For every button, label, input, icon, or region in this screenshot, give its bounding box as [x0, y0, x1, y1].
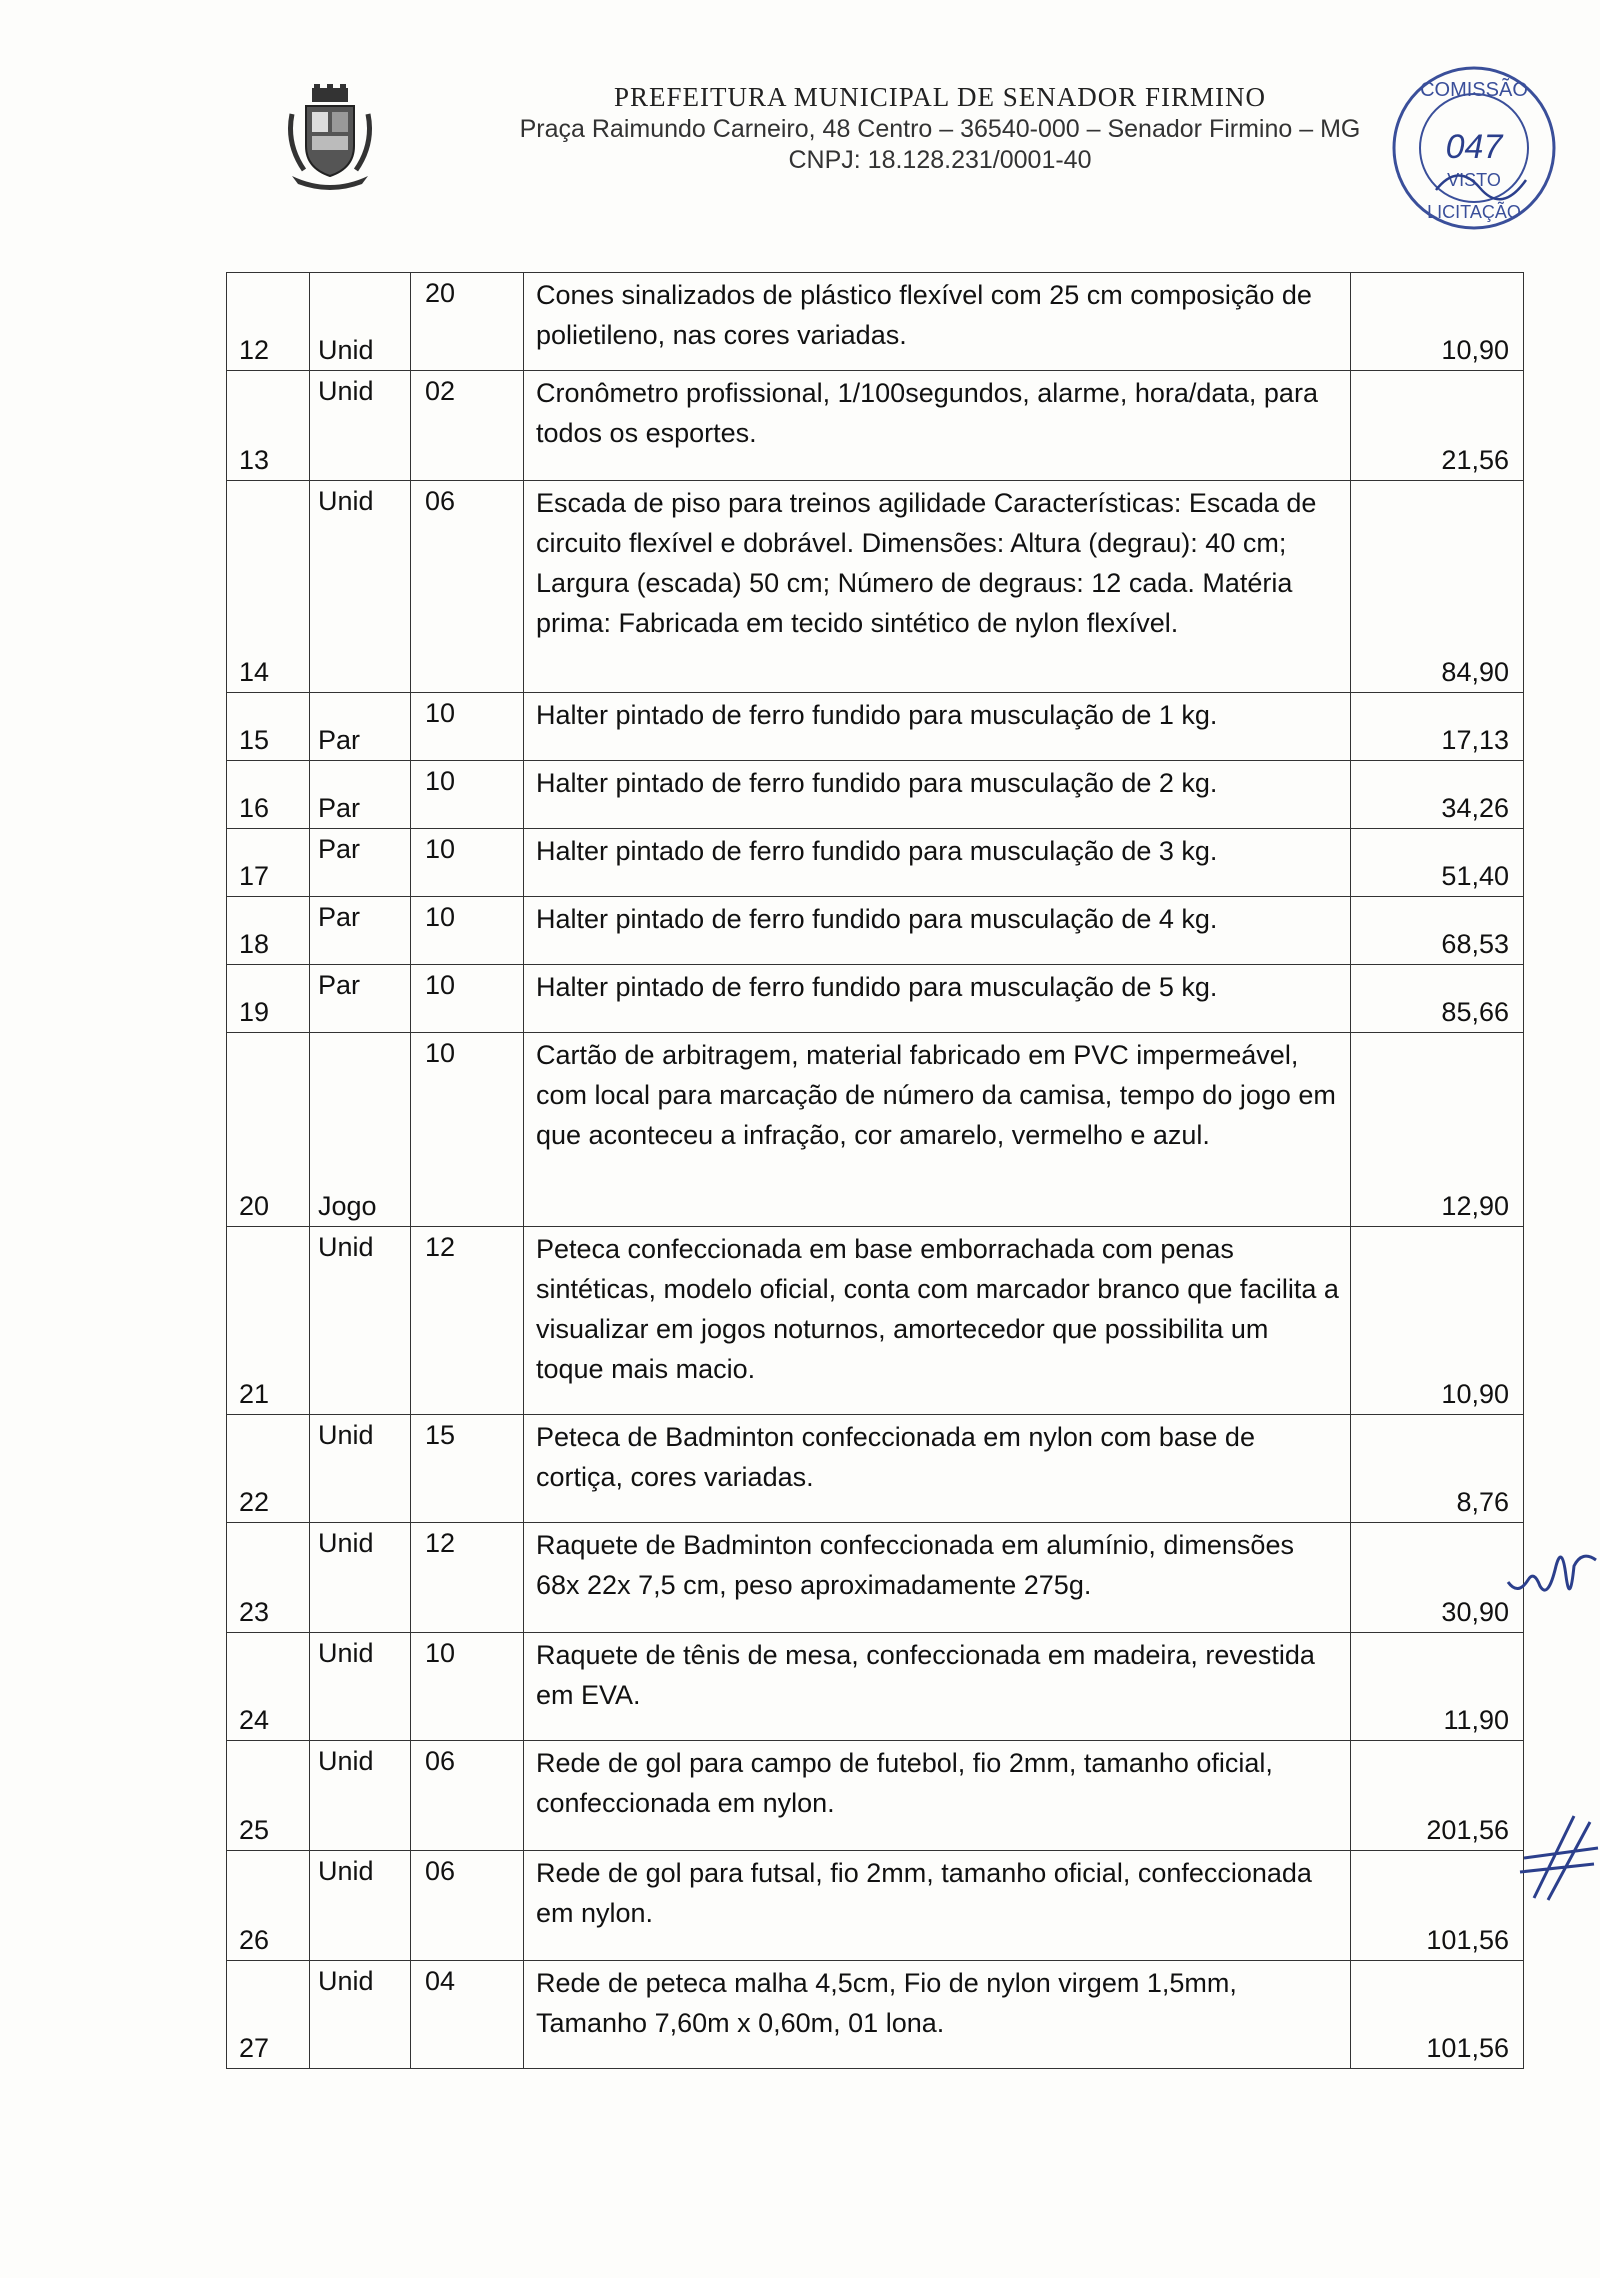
signature-initials-icon: [1514, 1808, 1600, 1908]
description-cell: [524, 1033, 1351, 1227]
quantity-cell: [411, 1961, 524, 2069]
item-number: 26: [239, 1925, 270, 1955]
item-number-cell: [227, 761, 310, 829]
quantity-cell: [411, 1523, 524, 1633]
quantity-cell: [411, 829, 524, 897]
quantity-cell: [411, 897, 524, 965]
table-row: [227, 829, 1524, 897]
unit-price: 51,40: [1441, 861, 1509, 891]
unit-price: 10,90: [1441, 335, 1509, 365]
unit-price: 84,90: [1441, 657, 1509, 687]
unit-cell: [310, 693, 411, 761]
quantity: 12: [425, 1232, 456, 1262]
table-row: [227, 1415, 1524, 1523]
quantity-cell: [411, 1033, 524, 1227]
description-cell: [524, 1961, 1351, 2069]
description-cell: [524, 1227, 1351, 1415]
quantity: 10: [425, 698, 456, 728]
price-cell: [1351, 1227, 1524, 1415]
table-row: [227, 761, 1524, 829]
table-row: [227, 1227, 1524, 1415]
unit-price: 10,90: [1441, 1379, 1509, 1409]
unit-price: 101,56: [1426, 1925, 1509, 1955]
quantity-cell: [411, 965, 524, 1033]
quantity-cell: [411, 693, 524, 761]
item-number: 23: [239, 1597, 270, 1627]
quantity-cell: [411, 1633, 524, 1741]
unit-label: Unid: [318, 1746, 374, 1776]
item-description: Halter pintado de ferro fundido para musculação de 1 kg.: [536, 700, 1218, 730]
unit-label: Jogo: [318, 1191, 377, 1221]
municipal-coat-of-arms-icon: [282, 84, 378, 194]
unit-price: 12,90: [1441, 1191, 1509, 1221]
unit-cell: [310, 1227, 411, 1415]
item-number-cell: [227, 1227, 310, 1415]
table-row: [227, 371, 1524, 481]
unit-cell: [310, 1741, 411, 1851]
item-number-cell: [227, 1851, 310, 1961]
item-number: 24: [239, 1705, 270, 1735]
table-row: [227, 693, 1524, 761]
description-cell: [524, 1523, 1351, 1633]
description-cell: [524, 1741, 1351, 1851]
item-number-cell: [227, 1523, 310, 1633]
unit-cell: [310, 273, 411, 371]
unit-cell: [310, 371, 411, 481]
quantity-cell: [411, 1851, 524, 1961]
description-cell: [524, 761, 1351, 829]
item-number: 25: [239, 1815, 270, 1845]
description-cell: [524, 371, 1351, 481]
stamp-text-top: COMISSÃO: [1420, 79, 1528, 101]
price-cell: [1351, 371, 1524, 481]
item-number: 15: [239, 725, 270, 755]
unit-label: Unid: [318, 335, 374, 365]
item-description: Rede de gol para futsal, fio 2mm, tamanho oficial, confeccionada em nylon.: [536, 1858, 1312, 1928]
unit-label: Unid: [318, 1856, 374, 1886]
unit-cell: [310, 1415, 411, 1523]
quantity-cell: [411, 481, 524, 693]
item-number: 19: [239, 997, 270, 1027]
unit-cell: [310, 1033, 411, 1227]
quantity: 02: [425, 376, 456, 406]
table-row: [227, 1851, 1524, 1961]
quantity: 15: [425, 1420, 456, 1450]
unit-price: 21,56: [1441, 445, 1509, 475]
item-description: Halter pintado de ferro fundido para musculação de 3 kg.: [536, 836, 1218, 866]
city-hall-title: PREFEITURA MUNICIPAL DE SENADOR FIRMINO: [613, 82, 1267, 112]
item-description: Halter pintado de ferro fundido para musculação de 5 kg.: [536, 972, 1218, 1002]
item-description: Rede de peteca malha 4,5cm, Fio de nylon virgem 1,5mm, Tamanho 7,60m x 0,60m, 01 lona.: [536, 1968, 1237, 2038]
price-cell: [1351, 1851, 1524, 1961]
unit-cell: [310, 481, 411, 693]
unit-cell: [310, 829, 411, 897]
unit-label: Unid: [318, 1528, 374, 1558]
items-table: [226, 272, 1524, 2069]
description-cell: [524, 829, 1351, 897]
item-number-cell: [227, 1415, 310, 1523]
quantity: 20: [425, 278, 456, 308]
item-description: Halter pintado de ferro fundido para musculação de 4 kg.: [536, 904, 1218, 934]
table-row: [227, 1633, 1524, 1741]
table-row: [227, 1033, 1524, 1227]
price-cell: [1351, 1633, 1524, 1741]
item-description: Peteca confeccionada em base emborrachada com penas sintéticas, modelo oficial, conta com marcador branco que facilita a visualizar em jogos noturnos, amortecedor que possibilita um toque mais macio.: [536, 1234, 1339, 1384]
item-number-cell: [227, 1633, 310, 1741]
item-number: 16: [239, 793, 270, 823]
quantity-cell: [411, 1227, 524, 1415]
price-cell: [1351, 829, 1524, 897]
table-row: [227, 965, 1524, 1033]
quantity-cell: [411, 273, 524, 371]
unit-cell: [310, 1633, 411, 1741]
price-cell: [1351, 481, 1524, 693]
unit-label: Unid: [318, 376, 374, 406]
unit-price: 101,56: [1426, 2033, 1509, 2063]
price-cell: [1351, 1033, 1524, 1227]
item-description: Raquete de Badminton confeccionada em alumínio, dimensões 68x 22x 7,5 cm, peso aproximadamente 275g.: [536, 1530, 1294, 1600]
price-cell: [1351, 897, 1524, 965]
item-number: 12: [239, 335, 270, 365]
price-cell: [1351, 273, 1524, 371]
item-number: 17: [239, 861, 270, 891]
table-row: [227, 1961, 1524, 2069]
item-description: Cronômetro profissional, 1/100segundos, alarme, hora/data, para todos os esportes.: [536, 378, 1318, 448]
unit-label: Unid: [318, 486, 374, 516]
stamp-text-bottom: LICITAÇÃO: [1427, 202, 1521, 222]
item-number: 27: [239, 2033, 270, 2063]
unit-label: Par: [318, 834, 361, 864]
quantity-cell: [411, 1741, 524, 1851]
unit-price: 85,66: [1441, 997, 1509, 1027]
unit-cell: [310, 1851, 411, 1961]
price-cell: [1351, 1415, 1524, 1523]
unit-label: Par: [318, 725, 361, 755]
item-description: Escada de piso para treinos agilidade Características: Escada de circuito flexível e dobrável. Dimensões: Altura (degrau): 40 cm; Largura (escada) 50 cm; Número de degraus: 12 cada. Matéria prima: Fabricada em tecido sintético de nylon flexível.: [536, 488, 1317, 638]
unit-price: 201,56: [1426, 1815, 1509, 1845]
stamp-text-mid: VISTO: [1447, 170, 1501, 190]
table-row: [227, 897, 1524, 965]
quantity: 10: [425, 1038, 456, 1068]
quantity: 10: [425, 902, 456, 932]
item-number: 21: [239, 1379, 270, 1409]
table-row: [227, 1741, 1524, 1851]
unit-label: Par: [318, 793, 361, 823]
unit-price: 11,90: [1443, 1705, 1509, 1735]
item-number-cell: [227, 693, 310, 761]
item-number-cell: [227, 1033, 310, 1227]
unit-label: Par: [318, 902, 361, 932]
table-row: [227, 481, 1524, 693]
description-cell: [524, 965, 1351, 1033]
quantity: 06: [425, 1746, 456, 1776]
unit-price: 8,76: [1456, 1487, 1509, 1517]
unit-price: 30,90: [1441, 1597, 1509, 1627]
description-cell: [524, 1415, 1351, 1523]
quantity: 06: [425, 1856, 456, 1886]
unit-cell: [310, 1523, 411, 1633]
description-cell: [524, 273, 1351, 371]
unit-price: 17,13: [1441, 725, 1509, 755]
unit-price: 34,26: [1441, 793, 1509, 823]
letterhead: [0, 0, 1600, 222]
commission-stamp-icon: [1388, 62, 1560, 234]
item-number-cell: [227, 965, 310, 1033]
price-cell: [1351, 1961, 1524, 2069]
description-cell: [524, 1633, 1351, 1741]
price-cell: [1351, 761, 1524, 829]
quantity: 10: [425, 834, 456, 864]
quantity-cell: [411, 371, 524, 481]
item-number-cell: [227, 829, 310, 897]
signature-mark-icon: [1504, 1536, 1600, 1626]
quantity: 10: [425, 766, 456, 796]
item-number-cell: [227, 1961, 310, 2069]
item-number-cell: [227, 371, 310, 481]
item-number-cell: [227, 273, 310, 371]
description-cell: [524, 897, 1351, 965]
unit-cell: [310, 1961, 411, 2069]
description-cell: [524, 693, 1351, 761]
quantity-cell: [411, 1415, 524, 1523]
item-number: 14: [239, 657, 270, 687]
description-cell: [524, 1851, 1351, 1961]
price-cell: [1351, 1741, 1524, 1851]
table-row: [227, 273, 1524, 371]
item-number: 20: [239, 1191, 270, 1221]
item-number: 13: [239, 445, 270, 475]
quantity: 04: [425, 1966, 456, 1996]
item-number-cell: [227, 481, 310, 693]
item-description: Halter pintado de ferro fundido para musculação de 2 kg.: [536, 768, 1218, 798]
item-number: 18: [239, 929, 270, 959]
address-line: Praça Raimundo Carneiro, 48 Centro – 36540-000 – Senador Firmino – MG: [519, 115, 1361, 143]
unit-price: 68,53: [1441, 929, 1509, 959]
table-row: [227, 1523, 1524, 1633]
quantity: 10: [425, 970, 456, 1000]
unit-label: Unid: [318, 1638, 374, 1668]
unit-label: Unid: [318, 1420, 374, 1450]
unit-label: Unid: [318, 1232, 374, 1262]
quantity: 10: [425, 1638, 456, 1668]
quantity-cell: [411, 761, 524, 829]
item-number-cell: [227, 1741, 310, 1851]
unit-cell: [310, 897, 411, 965]
item-number: 22: [239, 1487, 270, 1517]
unit-cell: [310, 965, 411, 1033]
unit-label: Par: [318, 970, 361, 1000]
item-description: Cartão de arbitragem, material fabricado em PVC impermeável, com local para marcação de número da camisa, tempo do jogo em que aconteceu a infração, cor amarelo, vermelho e azul.: [536, 1040, 1336, 1150]
cnpj-line: CNPJ: 18.128.231/0001-40: [788, 146, 1092, 174]
item-number-cell: [227, 897, 310, 965]
quantity: 06: [425, 486, 456, 516]
unit-label: Unid: [318, 1966, 374, 1996]
price-cell: [1351, 965, 1524, 1033]
item-description: Rede de gol para campo de futebol, fio 2mm, tamanho oficial, confeccionada em nylon.: [536, 1748, 1273, 1818]
unit-cell: [310, 761, 411, 829]
stamp-number: 047: [1445, 128, 1503, 166]
item-description: Raquete de tênis de mesa, confeccionada em madeira, revestida em EVA.: [536, 1640, 1315, 1710]
description-cell: [524, 481, 1351, 693]
item-description: Cones sinalizados de plástico flexível com 25 cm composição de polietileno, nas cores variadas.: [536, 280, 1312, 350]
quantity: 12: [425, 1528, 456, 1558]
item-description: Peteca de Badminton confeccionada em nylon com base de cortiça, cores variadas.: [536, 1422, 1255, 1492]
price-cell: [1351, 1523, 1524, 1633]
price-cell: [1351, 693, 1524, 761]
